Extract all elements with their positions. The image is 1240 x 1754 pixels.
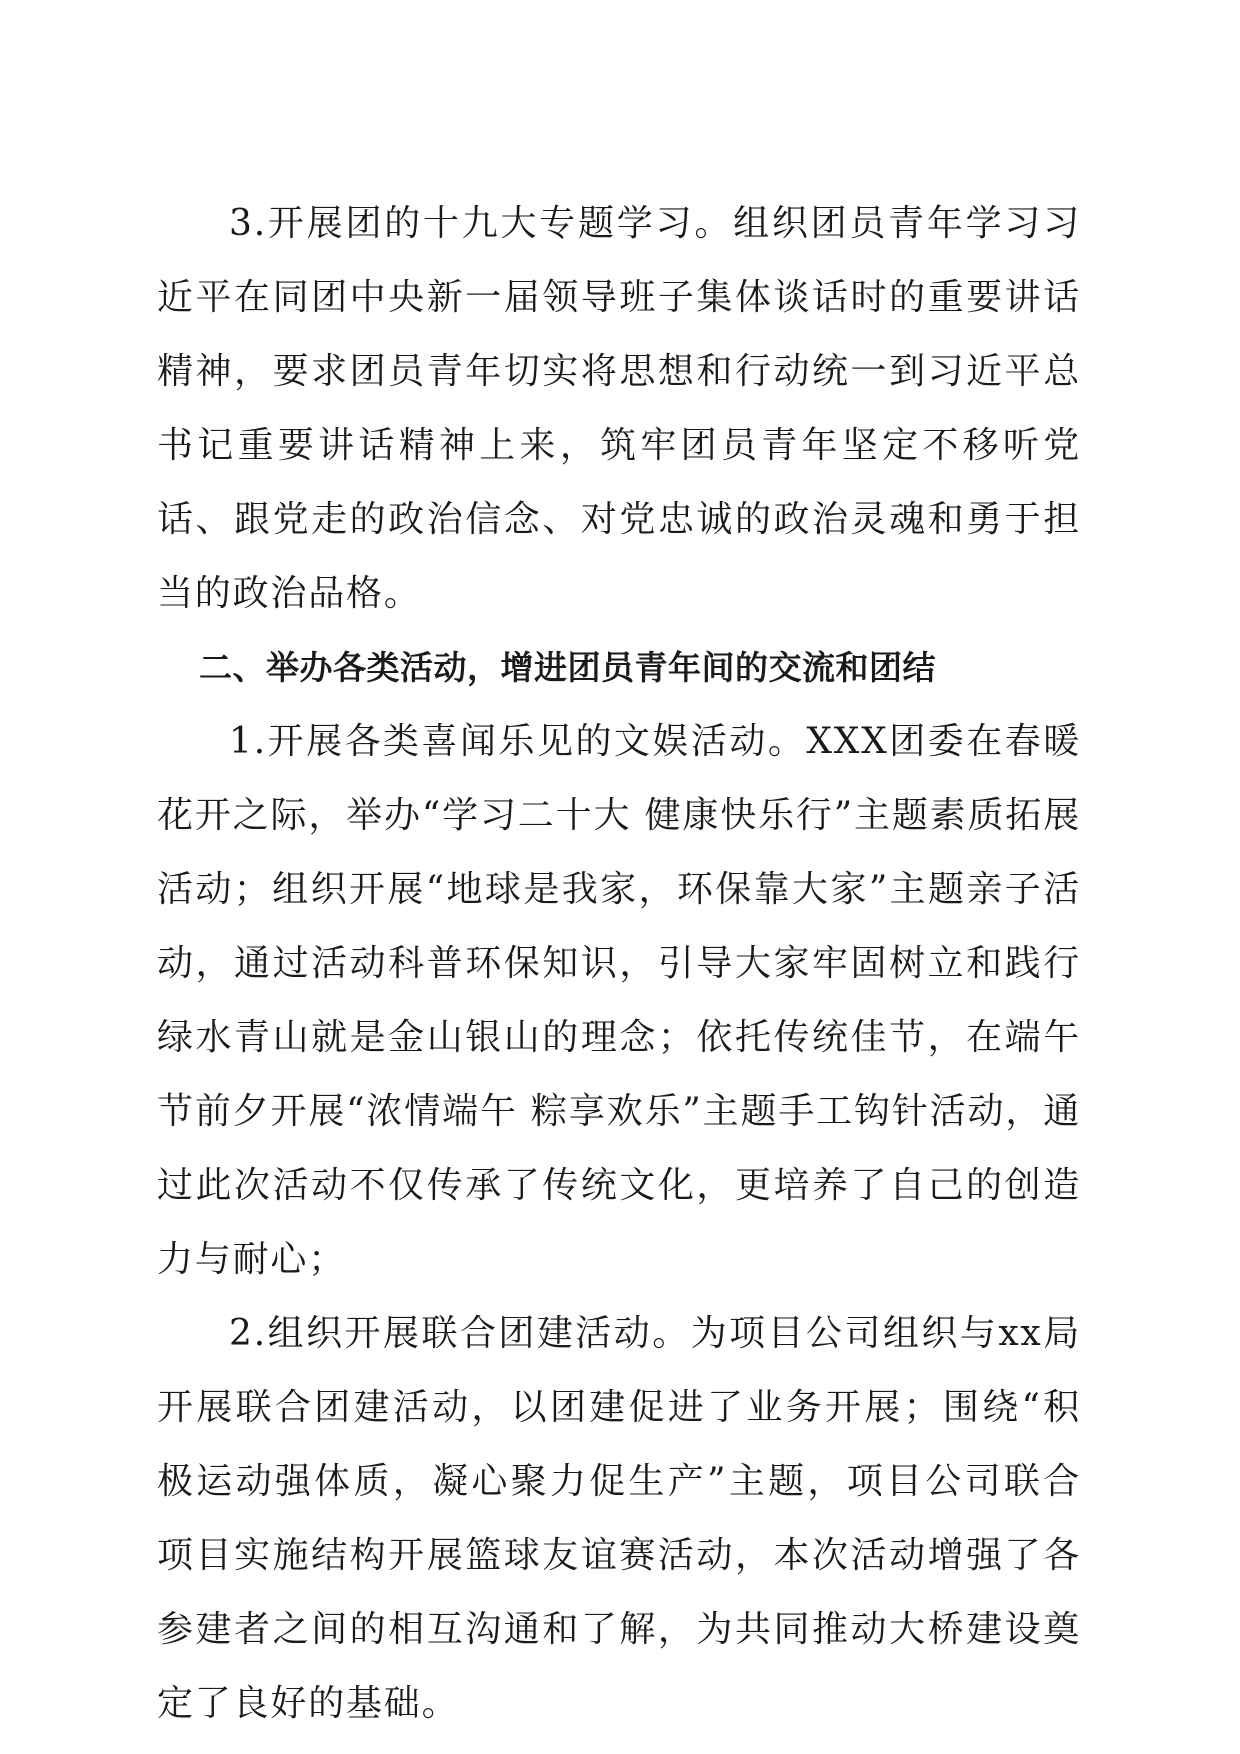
- paragraph-joint-team-building: 2.组织开展联合团建活动。为项目公司组织与xx局开展联合团建活动，以团建促进了业务开展；围绕“积极运动强体质，凝心聚力促生产”主题，项目公司联合项目实施结构开展篮球友谊赛活动，本次活动增强了各参建者之间的相互沟通和了解，为共同推动大桥建设奠定了良好的基础。: [157, 1313, 1081, 1724]
- paragraph-entertainment-activities: 1.开展各类喜闻乐见的文娱活动。XXX团委在春暖花开之际，举办“学习二十大 健康快乐行”主题素质拓展活动；组织开展“地球是我家，环保靠大家”主题亲子活动，通过活动科普环保知识，引导大家牢固树立和践行绿水青山就是金山银山的理念；依托传统佳节，在端午节前夕开展“浓情端午 粽享欢乐”主题手工钩针活动，通过此次活动不仅传承了传统文化，更培养了自己的创造力与耐心；: [157, 721, 1081, 1280]
- section-heading-activities: 二、举办各类活动，增进团员青年间的交流和团结: [199, 648, 936, 687]
- document-body: [157, 187, 1081, 1741]
- paragraph-study-session: 3.开展团的十九大专题学习。组织团员青年学习习近平在同团中央新一届领导班子集体谈话时的重要讲话精神，要求团员青年切实将思想和行动统一到习近平总书记重要讲话精神上来，筑牢团员青年坚定不移听党话、跟党走的政治信念、对党忠诚的政治灵魂和勇于担当的政治品格。: [157, 203, 1081, 614]
